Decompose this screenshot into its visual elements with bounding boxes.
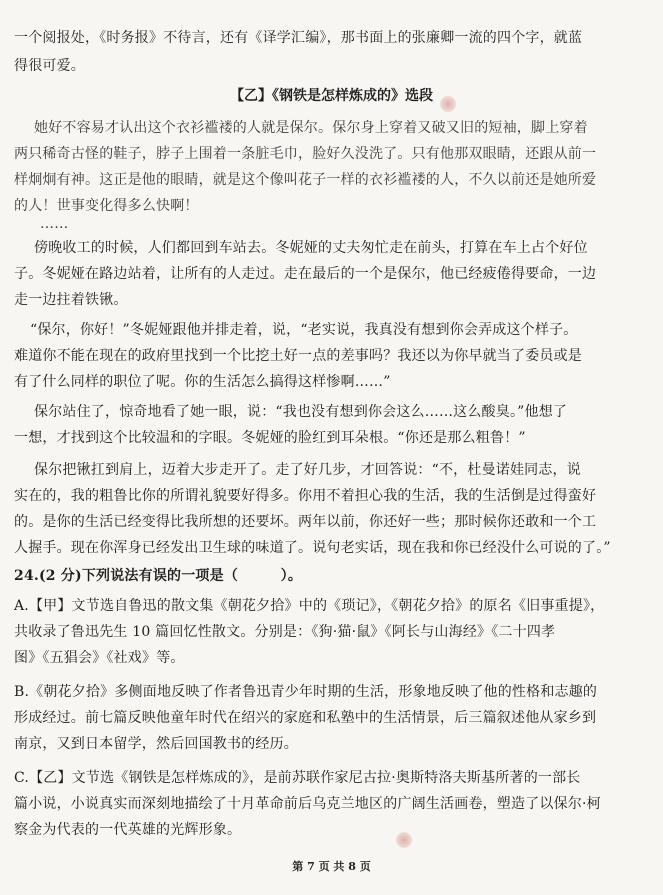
- text-line: 有了什么同样的职位了呢。你的生活怎么搞得这样惨啊……”: [14, 374, 391, 390]
- option-a-line: 共收录了鲁迅先生 10 篇回忆性散文。分别是：《狗·猫·鼠》《阿长与山海经》《二十四孝: [14, 624, 556, 640]
- ink-stamp: [396, 832, 412, 848]
- option-c-line: 察金为代表的一代英雄的光辉形象。: [14, 822, 242, 838]
- text-line: 她好不容易才认出这个衣衫褴褛的人就是保尔。保尔身上穿着又破又旧的短袖，脚上穿着: [34, 120, 588, 136]
- option-c-line: C.【乙】文节选《钢铁是怎样炼成的》，是前苏联作家尼古拉·奥斯特洛夫斯基所著的一部长: [14, 770, 581, 786]
- option-b-line: 南京，又到日本留学，然后回国教书的经历。: [14, 736, 298, 752]
- text-line: ……: [40, 216, 69, 232]
- text-line: “保尔，你好！”冬妮娅跟他并排走着，说，“老实说，我真没有想到你会弄成这个样子。: [30, 322, 578, 338]
- option-b-line: B.《朝花夕拾》多侧面地反映了作者鲁迅青少年时期的生活，形象地反映了他的性格和志趣的: [14, 684, 598, 700]
- text-line: 一想，才找到这个比较温和的字眼。冬妮娅的脸红到耳朵根。“你还是那么粗鲁！”: [14, 430, 526, 446]
- text-line: 得很可爱。: [14, 58, 85, 74]
- section-title: 【乙】《钢铁是怎样炼成的》选段: [230, 88, 433, 104]
- text-line: 难道你不能在现在的政府里找到一个比挖土好一点的差事吗？我还以为你早就当了委员或是: [14, 348, 582, 364]
- option-c-line: 篇小说，小说真实而深刻地描绘了十月革命前后乌克兰地区的广阔生活画卷，塑造了以保尔·柯: [14, 796, 601, 812]
- text-line: 一个阅报处，《时务报》不待言，还有《译学汇编》，那书面上的张廉卿一流的四个字，就蓝: [14, 30, 583, 46]
- text-line: 样炯炯有神。这正是他的眼睛，就是这个像叫花子一样的衣衫褴褛的人，不久以前还是她所爱: [14, 172, 597, 188]
- text-line: 的。是你的生活已经变得比我所想的还要坏。两年以前，你还好一些；那时候你还敢和一个工: [14, 514, 597, 530]
- text-line: 走一边拄着铁锹。: [14, 292, 128, 308]
- text-line: 保尔把锹扛到肩上，迈着大步走开了。走了好几步，才回答说：“不，杜曼诺娃同志，说: [34, 462, 581, 478]
- question-stem: 24.(2 分)下列说法有误的一项是（ ）。: [14, 568, 303, 584]
- text-line: 两只稀奇古怪的鞋子，脖子上围着一条脏毛巾，脸好久没洗了。只有他那双眼睛，还跟从前一: [14, 146, 597, 162]
- text-line: 子。冬妮娅在路边站着，让所有的人走过。走在最后的一个是保尔，他已经疲倦得要命，一边: [14, 266, 597, 282]
- option-a-line: 图》《五猖会》《社戏》等。: [14, 650, 185, 666]
- ink-stamp: [440, 96, 456, 112]
- text-line: 傍晚收工的时候，人们都回到车站去。冬妮娅的丈夫匆忙走在前头，打算在车上占个好位: [34, 240, 588, 256]
- option-b-line: 形成经过。前七篇反映他童年时代在绍兴的家庭和私塾中的生活情景，后三篇叙述他从家乡到: [14, 710, 597, 726]
- text-line: 人握手。现在你浑身已经发出卫生球的味道了。说句老实话，现在我和你已经没什么可说的了。”: [14, 540, 611, 556]
- option-a-line: A.【甲】文节选自鲁迅的散文集《朝花夕拾》中的《琐记》，《朝花夕拾》的原名《旧事重提》，: [14, 598, 605, 614]
- text-line: 的人！世事变化得多么快啊！: [14, 198, 199, 214]
- text-line: 实在的，我的粗鲁比你的所谓礼貌要好得多。你用不着担心我的生活，我的生活倒是过得蛮好: [14, 488, 597, 504]
- page-footer: 第 7 页 共 8 页: [292, 860, 371, 873]
- text-line: 保尔站住了，惊奇地看了她一眼，说：“我也没有想到你会这么……这么酸臭。”他想了: [34, 404, 568, 420]
